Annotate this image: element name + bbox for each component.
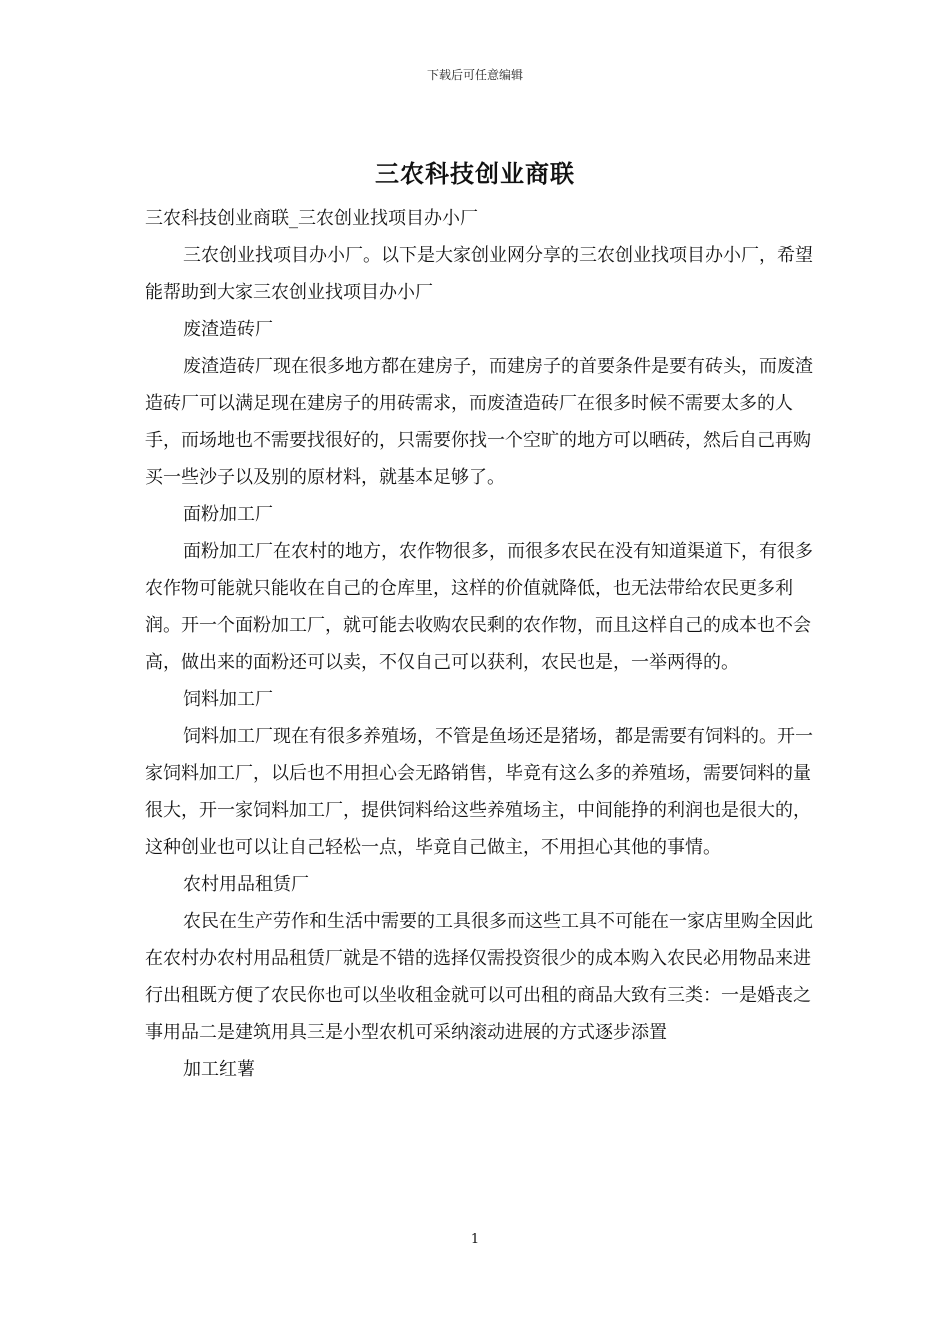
document-title: 三农科技创业商联 bbox=[375, 159, 575, 188]
section-heading-feed-mill: 饲料加工厂 bbox=[183, 689, 273, 710]
page-header: 下载后可任意编辑 bbox=[426, 68, 523, 82]
paragraph-feed-mill: 饲料加工厂现在有很多养殖场，不管是鱼场还是猪场，都是需要有饲料的。开一家饲料加工厂，以后也不用担心会无路销售，毕竟有这么多的养殖场，需要饲料的量很大，开一家饲料加工厂，提供饲料给这些养殖场主，中间能挣的利润也是很大的，这种创业也可以让自己轻松一点，毕竟自己做主，不用担心其他的事情。 bbox=[145, 726, 813, 858]
paragraph-brick-factory: 废渣造砖厂现在很多地方都在建房子，而建房子的首要条件是要有砖头，而废渣造砖厂可以满足现在建房子的用砖需求，而废渣造砖厂在很多时候不需要太多的人手，而场地也不需要找很好的，只需要你找一个空旷的地方可以晒砖，然后自己再购买一些沙子以及别的原材料，就基本足够了。 bbox=[145, 356, 813, 488]
section-heading-sweet-potato: 加工红薯 bbox=[183, 1059, 255, 1080]
section-heading-rental-shop: 农村用品租赁厂 bbox=[183, 874, 309, 895]
subtitle-line: 三农科技创业商联_三农创业找项目办小厂 bbox=[145, 208, 478, 229]
document-body bbox=[145, 200, 815, 1088]
section-heading-brick-factory: 废渣造砖厂 bbox=[183, 319, 273, 340]
intro-paragraph: 三农创业找项目办小厂。以下是大家创业网分享的三农创业找项目办小厂，希望能帮助到大家三农创业找项目办小厂 bbox=[145, 245, 813, 303]
paragraph-flour-mill: 面粉加工厂在农村的地方，农作物很多，而很多农民在没有知道渠道下，有很多农作物可能就只能收在自己的仓库里，这样的价值就降低，也无法带给农民更多利润。开一个面粉加工厂，就可能去收购农民剩的农作物，而且这样自己的成本也不会高，做出来的面粉还可以卖，不仅自己可以获利，农民也是，一举两得的。 bbox=[145, 541, 813, 673]
section-heading-flour-mill: 面粉加工厂 bbox=[183, 504, 273, 525]
paragraph-rental-shop: 农民在生产劳作和生活中需要的工具很多而这些工具不可能在一家店里购全因此在农村办农村用品租赁厂就是不错的选择仅需投资很少的成本购入农民必用物品来进行出租既方便了农民你也可以坐收租金就可以可出租的商品大致有三类：一是婚丧之事用品二是建筑用具三是小型农机可采纳滚动进展的方式逐步添置 bbox=[145, 911, 813, 1043]
page-number: 1 bbox=[470, 1232, 480, 1247]
